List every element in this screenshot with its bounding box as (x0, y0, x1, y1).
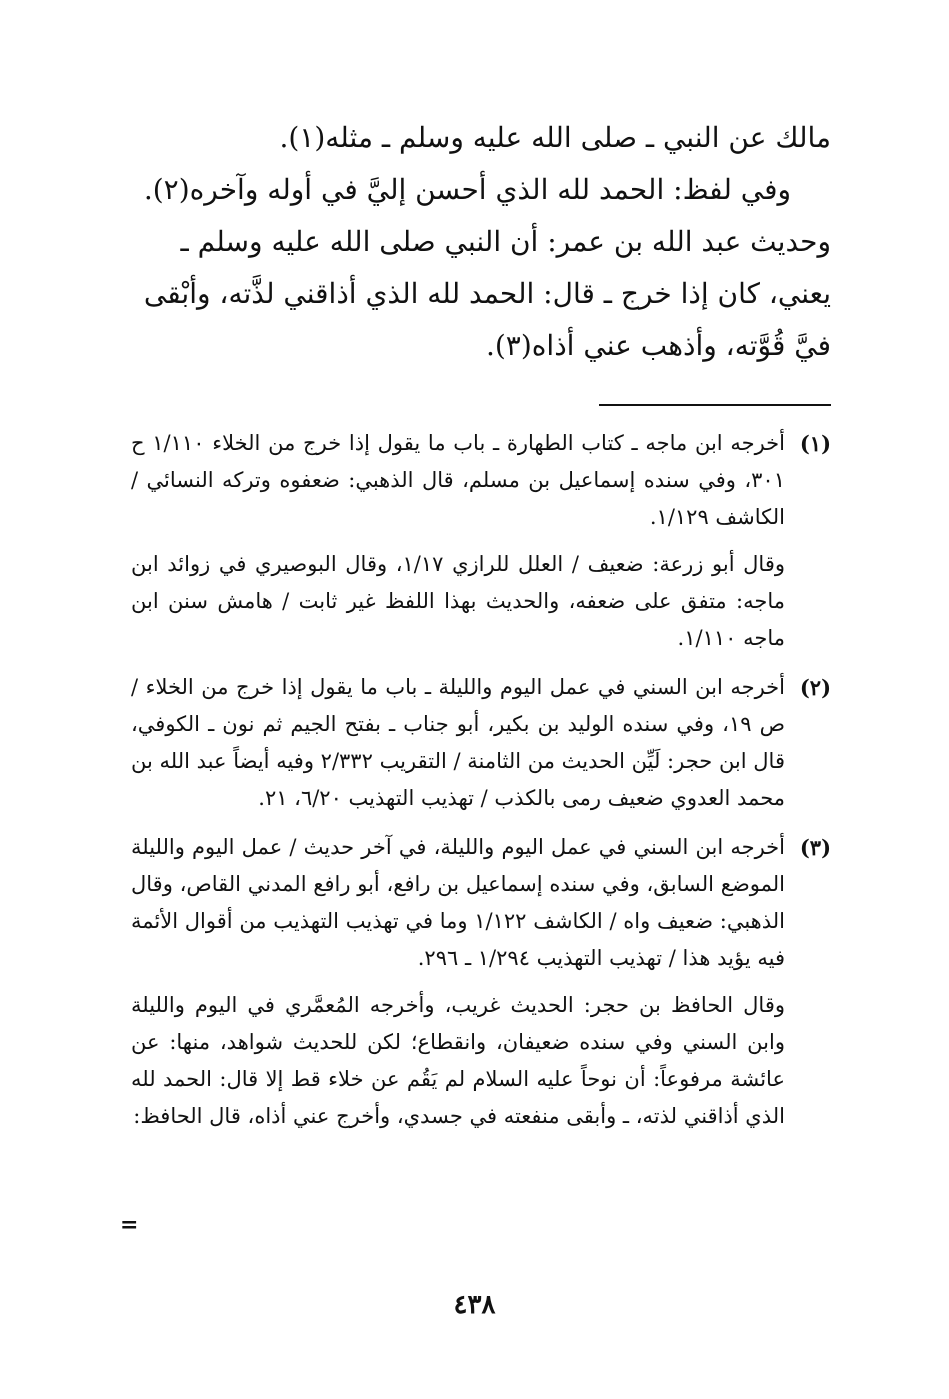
footnote-number: (٣) (799, 835, 831, 860)
footnote (131, 669, 831, 817)
footnote-paragraph: أخرجه ابن السني في عمل اليوم والليلة، في آخر حديث / عمل اليوم والليلة الموضع السابق، وفي سنده إسماعيل بن رافع، أبو رافع المدني القاص، وقال الذهبي: ضعيف واه / الكاشف ١/١٢٢ وما في تهذيب التهذيب من أقوال الأئمة فيه يؤيد هذا / تهذيب التهذيب ١/٢٩٤ ـ ٢٩٦. (131, 835, 785, 970)
footnote (131, 829, 831, 1135)
main-paragraph: مالك عن النبي ـ صلى الله عليه وسلم ـ مثله(١). (279, 121, 831, 154)
main-paragraph: وحديث عبد الله بن عمر: أن النبي صلى الله عليه وسلم ـ يعني، كان إذا خرج ـ قال: الحمد لله الذي أذاقني لذَّته، وأبْقى فيَّ قُوَّته، وأذهب عني أذاه(٣). (143, 225, 831, 362)
footnote-separator (599, 404, 831, 406)
footnote-paragraph: أخرجه ابن ماجه ـ كتاب الطهارة ـ باب ما يقول إذا خرج من الخلاء ١/١١٠ ح ٣٠١، وفي سنده إسماعيل بن مسلم، قال الذهبي: ضعفوه وتركه النسائي / الكاشف ١/١٢٩. (131, 431, 785, 529)
footnotes (131, 425, 831, 1135)
footnote-paragraph: أخرجه ابن السني في عمل اليوم والليلة ـ باب ما يقول إذا خرج من الخلاء / ص ١٩، وفي سنده الوليد بن بكير، أبو جناب ـ بفتح الجيم ثم نون ـ الكوفي، قال ابن حجر: لَيِّن الحديث من الثامنة / التقريب ٢/٣٣٢ وفيه أيضاً عبد الله بن محمد العدوي ضعيف رمى بالكذب / تهذيب التهذيب ٦/٢٠، ٢١. (131, 675, 785, 810)
footnote-number: (١) (799, 431, 831, 456)
footnote (131, 425, 831, 657)
main-text (111, 112, 831, 372)
footnote-number: (٢) (799, 675, 831, 700)
footnote-paragraph: وقال الحافظ بن حجر: الحديث غريب، وأخرجه المُعمَّري في اليوم والليلة وابن السني وفي سنده ضعيفان، وانقطاع؛ لكن للحديث شواهد، منها: عن عائشة مرفوعاً: أن نوحاً عليه السلام لم يَقُم عن خلاء قط إلا قال: الحمد لله الذي أذاقني لذته، ـ وأبقى منفعته في جسدي، وأخرج عني أذاه، قال الحافظ: (131, 993, 785, 1128)
page-number: ٤٣٨ (453, 1290, 496, 1320)
footnote-paragraph: وقال أبو زرعة: ضعيف / العلل للرازي ١/١٧، وقال البوصيري في زوائد ابن ماجه: متفق على ضعفه، والحديث بهذا اللفظ غير ثابت / هامش سنن ابن ماجه ١/١١٠. (131, 552, 785, 650)
main-paragraph: وفي لفظ: الحمد لله الذي أحسن إليَّ في أوله وآخره(٢). (143, 173, 791, 206)
continuation-mark: = (120, 1212, 139, 1238)
